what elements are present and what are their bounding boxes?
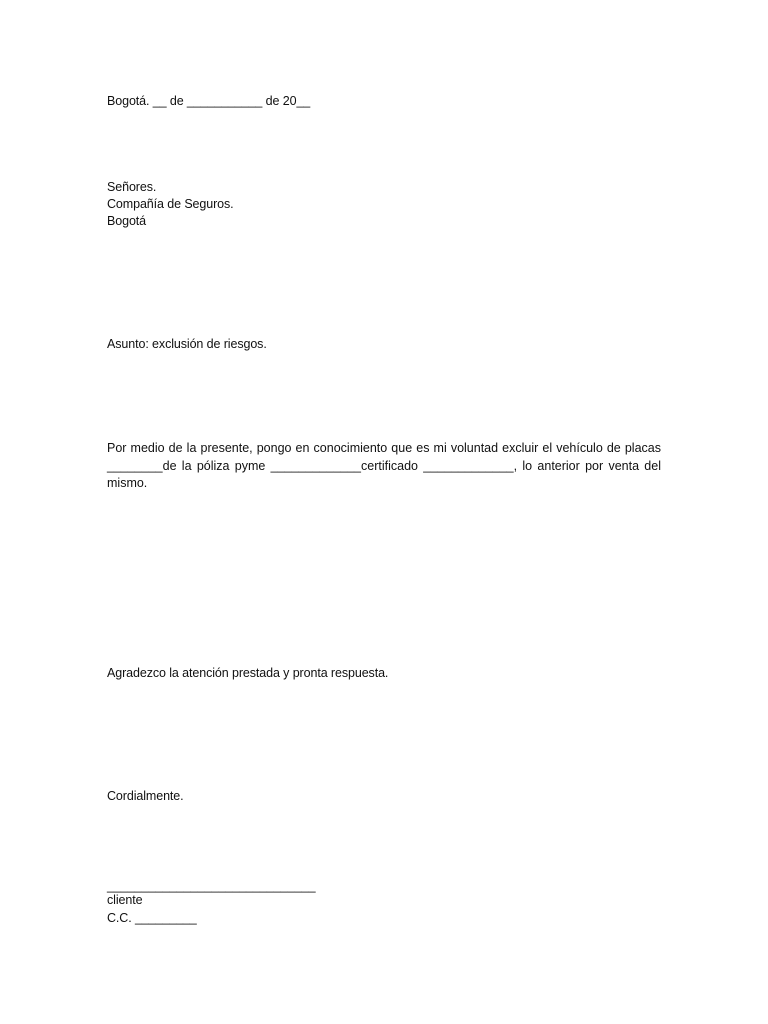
recipient-company: Compañía de Seguros. bbox=[107, 197, 234, 211]
subject-line: Asunto: exclusión de riesgos. bbox=[107, 337, 267, 351]
signature-rule: ______________________________ bbox=[107, 879, 316, 893]
body-line: ________de la póliza pyme _____________certificado _____________, lo anterior por venta del bbox=[107, 458, 661, 473]
body-line: mismo. bbox=[107, 476, 148, 490]
body-paragraph bbox=[107, 440, 661, 493]
signature-name: cliente bbox=[107, 893, 143, 907]
recipient-salutation: Señores. bbox=[107, 180, 157, 194]
body-line: Por medio de la presente, pongo en conocimiento que es mi voluntad excluir el vehículo de placas bbox=[107, 441, 661, 455]
recipient-city: Bogotá bbox=[107, 214, 147, 228]
closing-line: Cordialmente. bbox=[107, 789, 184, 803]
date-line: Bogotá. __ de ___________ de 20__ bbox=[107, 94, 311, 108]
signature-id-line: C.C. _________ bbox=[107, 911, 197, 925]
thanks-line: Agradezco la atención prestada y pronta respuesta. bbox=[107, 666, 389, 680]
